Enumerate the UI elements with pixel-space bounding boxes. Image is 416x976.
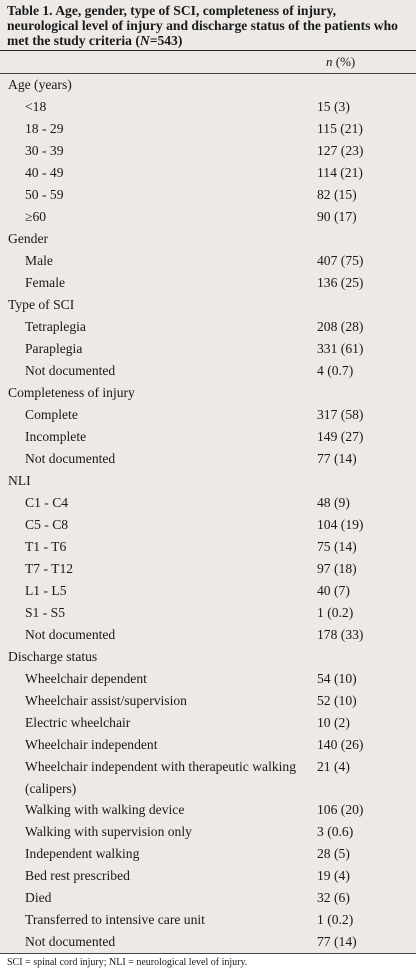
row-value: 331 (61) [317, 341, 364, 356]
row-label: Wheelchair independent with therapeutic walking (calipers) [25, 759, 297, 796]
table-title-block [0, 0, 416, 51]
row-label: Died [25, 890, 52, 905]
row-label: 40 - 49 [25, 165, 64, 180]
table-row [0, 734, 416, 756]
table-row [0, 690, 416, 712]
row-label: Wheelchair independent [25, 737, 158, 752]
row-label: ≥60 [25, 209, 47, 224]
row-value: 1 (0.2) [317, 605, 354, 620]
row-value: 77 (14) [317, 934, 357, 949]
row-value: 75 (14) [317, 539, 357, 554]
row-label: 18 - 29 [25, 121, 64, 136]
row-label: Independent walking [25, 846, 140, 861]
row-label: Paraplegia [25, 341, 83, 356]
table-rows [0, 74, 416, 953]
table-row [0, 624, 416, 646]
row-value: 90 (17) [317, 209, 357, 224]
title-suffix: =543) [149, 33, 183, 48]
table-row [0, 404, 416, 426]
row-value: 97 (18) [317, 561, 357, 576]
row-label: Electric wheelchair [25, 715, 131, 730]
row-value: 178 (33) [317, 627, 364, 642]
row-value: 48 (9) [317, 495, 350, 510]
section-label: Completeness of injury [8, 385, 135, 400]
row-value: 149 (27) [317, 429, 364, 444]
table-row [0, 909, 416, 931]
row-label: Not documented [25, 934, 116, 949]
row-value: 32 (6) [317, 890, 350, 905]
row-label: Walking with walking device [25, 802, 185, 817]
row-value: 127 (23) [317, 143, 364, 158]
row-value: 77 (14) [317, 451, 357, 466]
row-label: Not documented [25, 451, 116, 466]
row-value: 104 (19) [317, 517, 364, 532]
row-value: 54 (10) [317, 671, 357, 686]
row-label: 50 - 59 [25, 187, 64, 202]
table-row [0, 602, 416, 624]
title-n: N [139, 33, 150, 48]
section-header-row [0, 382, 416, 404]
row-value: 3 (0.6) [317, 824, 354, 839]
table-row [0, 821, 416, 843]
row-label: Wheelchair dependent [25, 671, 147, 686]
table-row [0, 360, 416, 382]
row-label: T1 - T6 [25, 539, 67, 554]
row-value: 40 (7) [317, 583, 350, 598]
row-value: 140 (26) [317, 737, 364, 752]
row-value: 136 (25) [317, 275, 364, 290]
row-label: C1 - C4 [25, 495, 69, 510]
table-row [0, 514, 416, 536]
table-row [0, 558, 416, 580]
table-row [0, 668, 416, 690]
table-row [0, 272, 416, 294]
row-value: 19 (4) [317, 868, 350, 883]
table-row [0, 448, 416, 470]
table-row [0, 492, 416, 514]
table-row [0, 931, 416, 953]
section-header-row [0, 74, 416, 96]
row-value: 52 (10) [317, 693, 357, 708]
table-row [0, 756, 416, 799]
row-label: Not documented [25, 627, 116, 642]
section-label: Age (years) [8, 77, 72, 92]
row-label: Tetraplegia [25, 319, 86, 334]
table-row [0, 206, 416, 228]
column-header-row [0, 51, 416, 74]
row-value: 15 (3) [317, 99, 350, 114]
row-value: 407 (75) [317, 253, 364, 268]
table-title [7, 3, 410, 48]
section-label: NLI [8, 473, 31, 488]
row-value: 1 (0.2) [317, 912, 354, 927]
column-header-pct: (%) [332, 54, 356, 69]
title-text: Table 1. Age, gender, type of SCI, completeness of injury, neurological level of injury and discharge status of the patients who met the study criteria ( [7, 3, 398, 48]
row-value: 82 (15) [317, 187, 357, 202]
row-label: S1 - S5 [25, 605, 66, 620]
row-value: 10 (2) [317, 715, 350, 730]
row-label: 30 - 39 [25, 143, 64, 158]
table-row [0, 536, 416, 558]
data-table [0, 51, 416, 953]
table-row [0, 843, 416, 865]
section-header-row [0, 470, 416, 492]
row-label: Bed rest prescribed [25, 868, 130, 883]
table-row [0, 799, 416, 821]
row-label: T7 - T12 [25, 561, 74, 576]
table-row [0, 338, 416, 360]
section-label: Discharge status [8, 649, 98, 664]
table-row [0, 250, 416, 272]
row-value: 115 (21) [317, 121, 363, 136]
row-label: Transferred to intensive care unit [25, 912, 205, 927]
section-label: Type of SCI [8, 297, 75, 312]
row-label: Walking with supervision only [25, 824, 192, 839]
row-label: Male [25, 253, 53, 268]
section-header-row [0, 294, 416, 316]
row-label: Incomplete [25, 429, 87, 444]
row-label: C5 - C8 [25, 517, 69, 532]
section-header-row [0, 646, 416, 668]
row-value: 114 (21) [317, 165, 363, 180]
row-value: 317 (58) [317, 407, 364, 422]
column-header-n-pct [326, 54, 355, 70]
table-footnote: SCI = spinal cord injury; NLI = neurological level of injury. [0, 953, 416, 970]
row-value: 106 (20) [317, 802, 364, 817]
section-header-row [0, 228, 416, 250]
table-row [0, 118, 416, 140]
table-row [0, 712, 416, 734]
table-row [0, 580, 416, 602]
row-label: Not documented [25, 363, 116, 378]
row-label: <18 [25, 99, 47, 114]
row-label: L1 - L5 [25, 583, 67, 598]
table-row [0, 865, 416, 887]
table-row [0, 184, 416, 206]
table-row [0, 140, 416, 162]
table-row [0, 162, 416, 184]
row-label: Wheelchair assist/supervision [25, 693, 187, 708]
row-label: Female [25, 275, 66, 290]
row-value: 4 (0.7) [317, 363, 354, 378]
row-value: 21 (4) [317, 759, 350, 774]
section-label: Gender [8, 231, 49, 246]
table-row [0, 426, 416, 448]
row-value: 28 (5) [317, 846, 350, 861]
table-row [0, 887, 416, 909]
row-value: 208 (28) [317, 319, 364, 334]
row-label: Complete [25, 407, 78, 422]
table-row [0, 316, 416, 338]
column-header-n: n [326, 54, 333, 69]
table-row [0, 96, 416, 118]
